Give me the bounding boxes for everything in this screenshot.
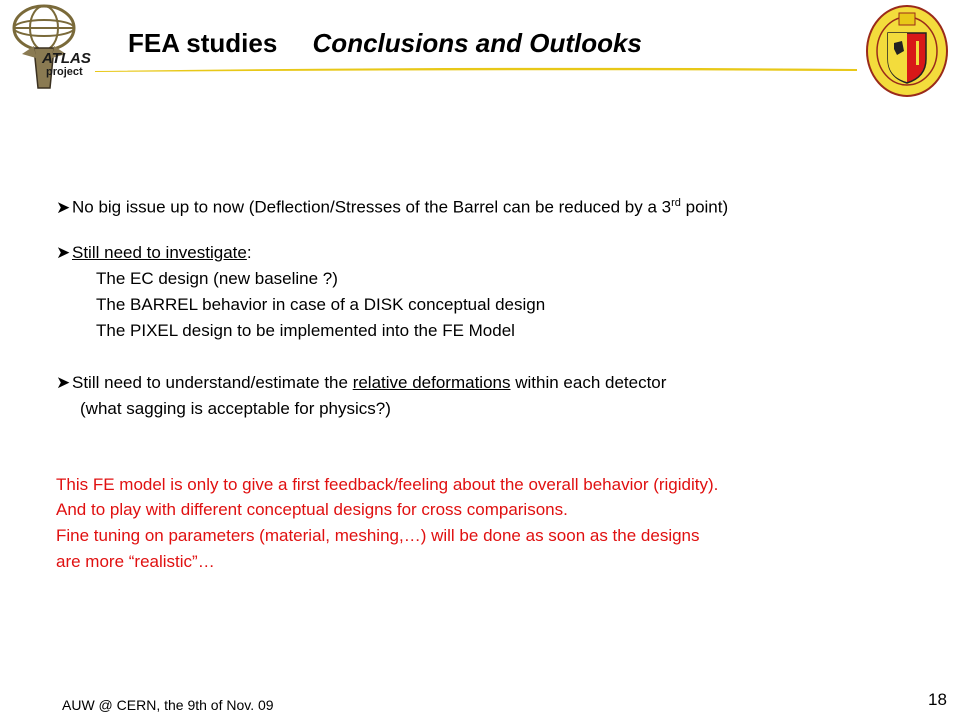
page-title xyxy=(128,28,642,59)
atlas-logo: ATLAS project xyxy=(4,2,96,92)
note-line-3: Fine tuning on parameters (material, meshing,…) will be done as soon as the designs xyxy=(56,526,700,545)
title-subtitle: Conclusions and Outlooks xyxy=(312,28,642,58)
note-line-1: This FE model is only to give a first feedback/feeling about the overall behavior (rigidity). xyxy=(56,475,719,494)
footer-text: AUW @ CERN, the 9th of Nov. 09 xyxy=(62,697,274,713)
note-line-2: And to play with different conceptual designs for cross comparisons. xyxy=(56,500,568,519)
university-seal-logo xyxy=(864,3,950,99)
bullet-2: ➤ Still need to investigate: xyxy=(56,243,252,262)
bullet-1: ➤ No big issue up to now (Deflection/Stresses of the Barrel can be reduced by a 3rd point) xyxy=(56,197,729,217)
arrow-bullet-icon: ➤ xyxy=(56,243,71,262)
bullet-2-item-1: The EC design (new baseline ?) xyxy=(96,269,338,288)
bullet-3: ➤ Still need to understand/estimate the relative deformations within each detector xyxy=(56,373,667,392)
title-underline xyxy=(95,66,857,72)
note-line-4: are more “realistic”… xyxy=(56,552,215,571)
bullet-3-item-1: (what sagging is acceptable for physics?) xyxy=(80,399,391,418)
arrow-bullet-icon: ➤ xyxy=(56,197,71,217)
title-main: FEA studies xyxy=(128,28,278,58)
page-number: 18 xyxy=(928,690,947,709)
bullet-2-item-3: The PIXEL design to be implemented into the FE Model xyxy=(96,321,515,340)
arrow-bullet-icon: ➤ xyxy=(56,373,71,392)
bullet-2-item-2: The BARREL behavior in case of a DISK conceptual design xyxy=(96,295,546,314)
